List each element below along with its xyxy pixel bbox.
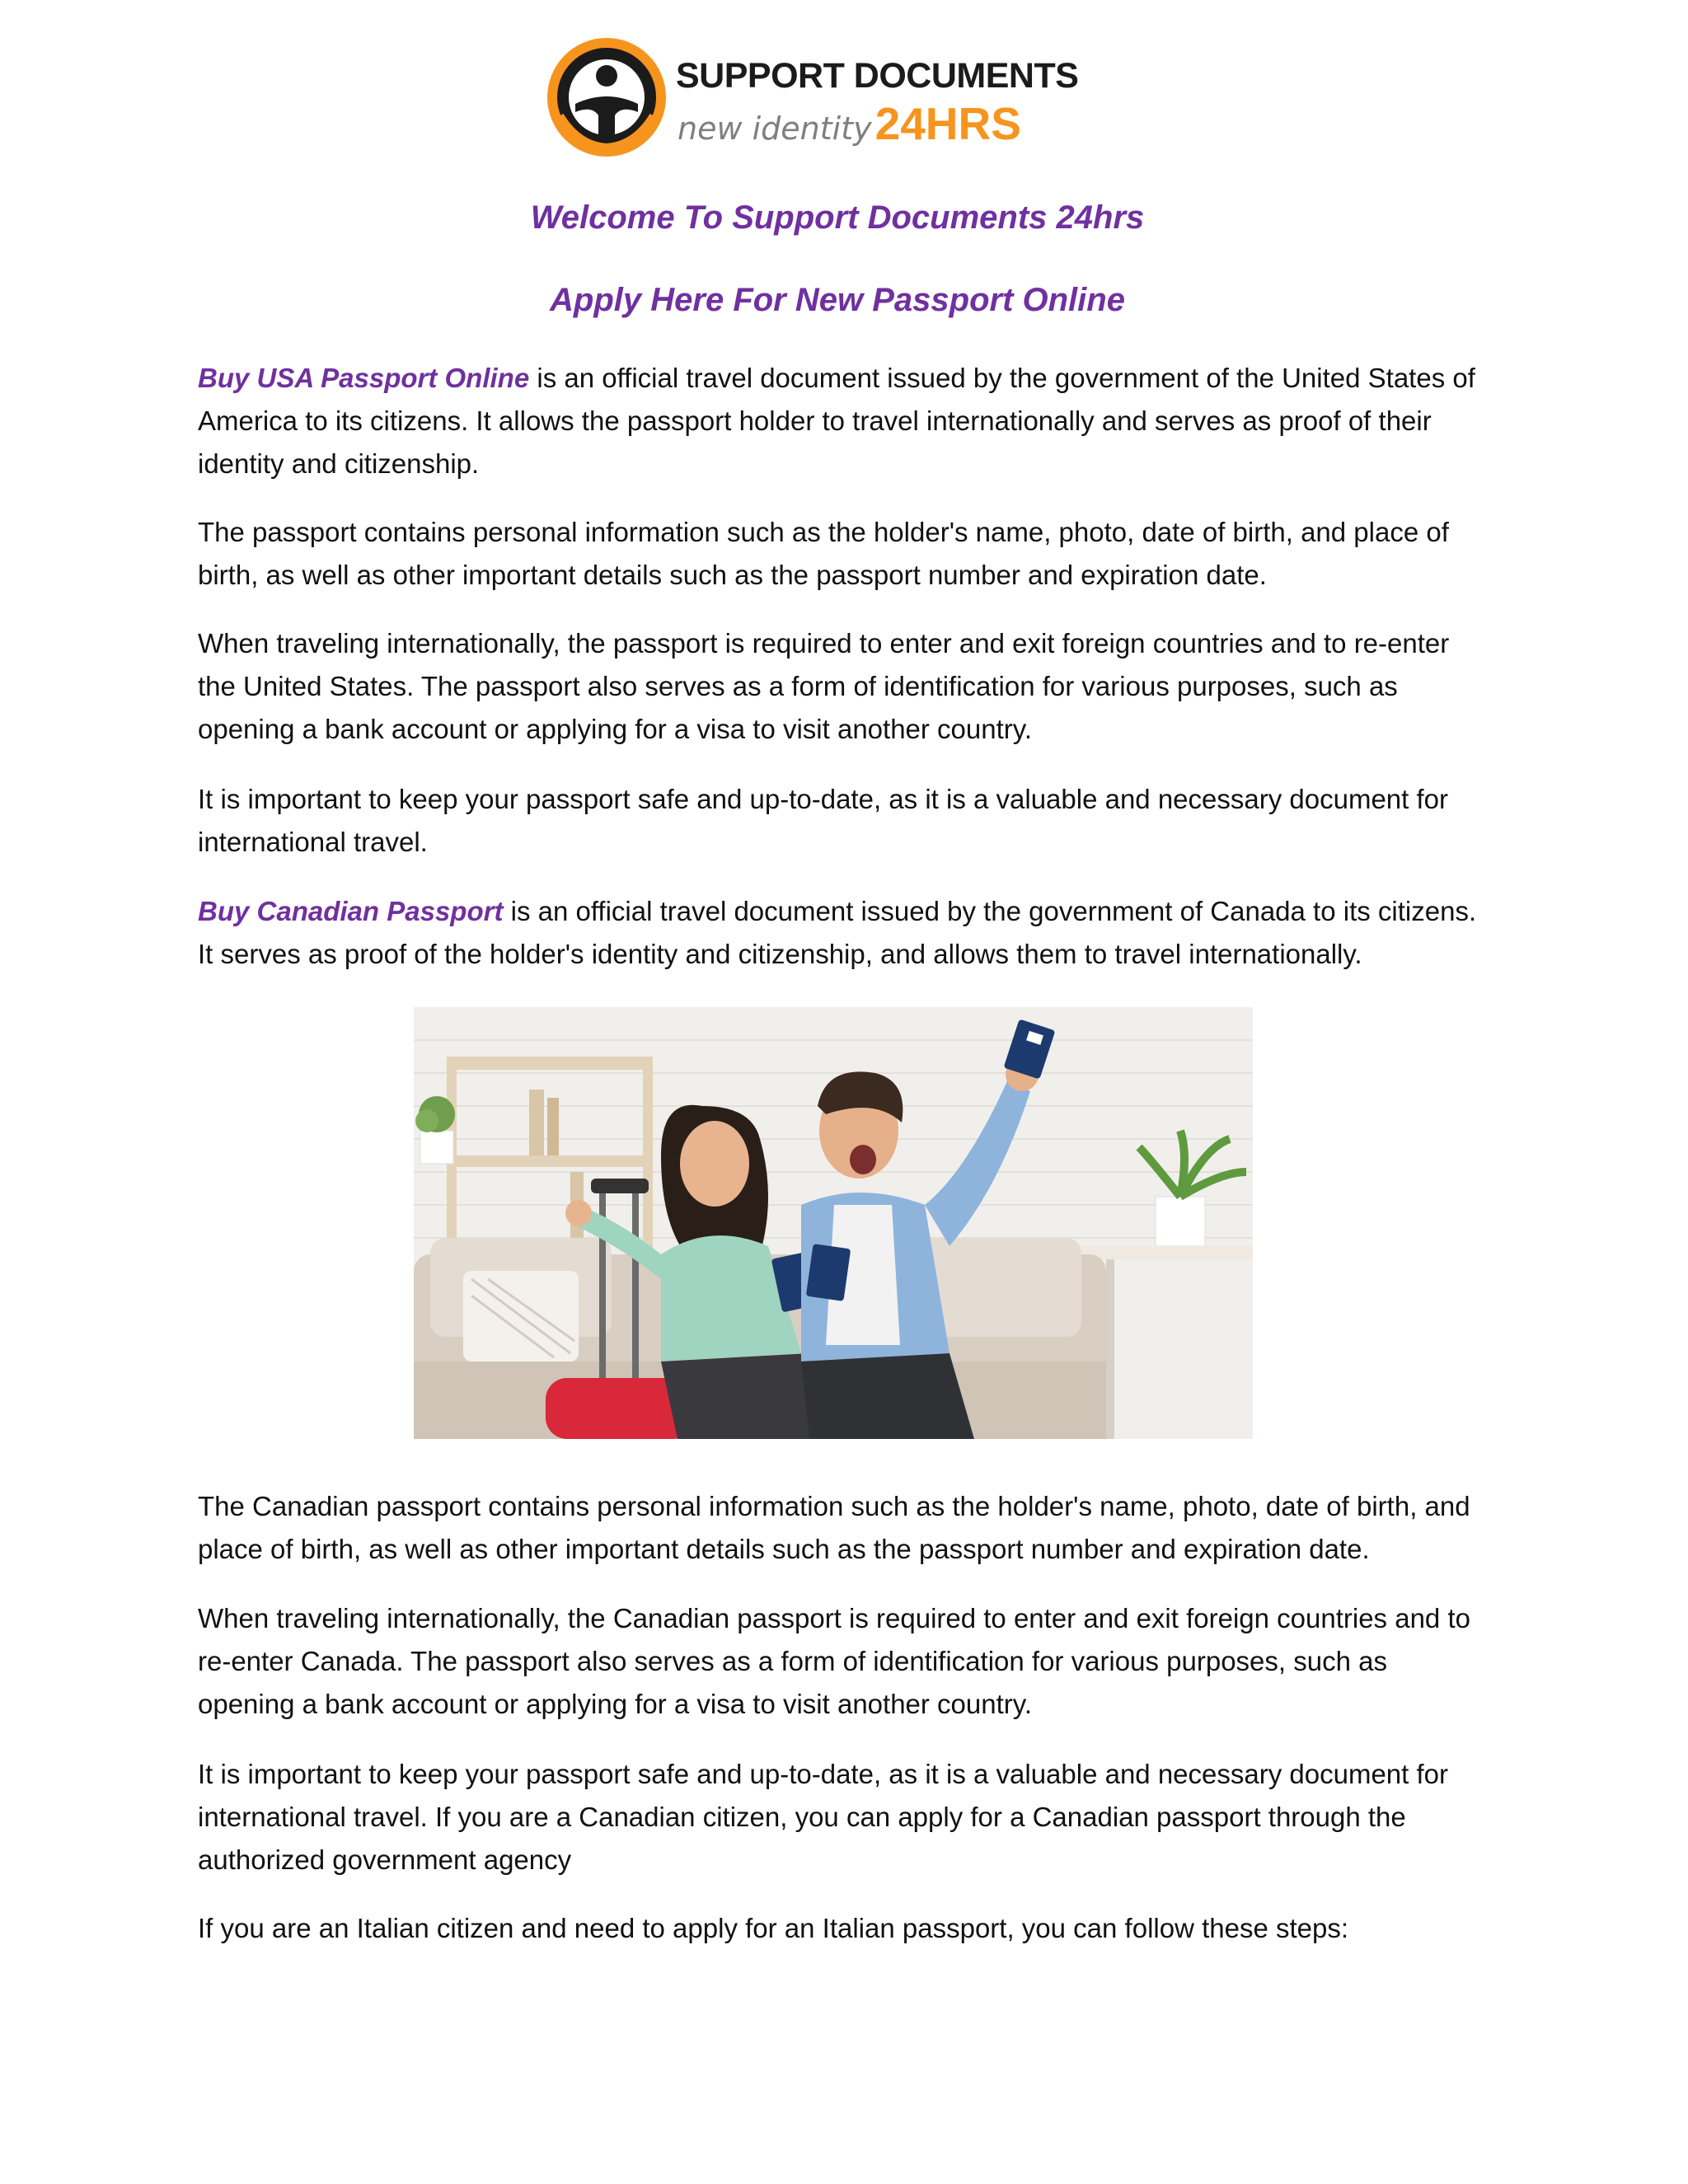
paragraph-canadian-contents: The Canadian passport contains personal information such as the holder's name, photo, date of birth, and place of birth, as well as other important details such as the passport number and expiration date. bbox=[198, 1491, 1470, 1564]
paragraph-passport-contents: The passport contains personal information such as the holder's name, photo, date of birth, and place of birth, as well as other important details such as the passport number and expiration date. bbox=[198, 517, 1449, 590]
logo-tagline-hours: 24HRS bbox=[874, 98, 1021, 149]
couple-with-passports-photo bbox=[414, 1007, 1253, 1439]
brand-logo[interactable] bbox=[546, 36, 1079, 160]
paragraph-canadian-keep-safe: It is important to keep your passport safe and up-to-date, as it is a valuable and necessary document for international travel. If you are a Canadian citizen, you can apply for a Canadian passport through the authorized government agency bbox=[198, 1759, 1449, 1875]
paragraph-canadian-passport bbox=[198, 890, 1484, 976]
paragraph-canadian-travel: When traveling internationally, the Canadian passport is required to enter and exit foreign countries and to re-enter Canada. The passport also serves as a form of identification for various purposes, such as opening a bank account or applying for a visa to visit another country. bbox=[198, 1603, 1470, 1719]
buy-canadian-passport-link[interactable]: Buy Canadian Passport bbox=[198, 896, 504, 926]
steering-wheel-logo-icon bbox=[546, 36, 668, 158]
photo-illustration bbox=[414, 1007, 1253, 1439]
paragraph-usa-passport bbox=[198, 357, 1484, 485]
welcome-heading: Welcome To Support Documents 24hrs bbox=[530, 199, 1145, 236]
logo-tagline bbox=[678, 97, 1021, 150]
apply-heading: Apply Here For New Passport Online bbox=[550, 282, 1125, 318]
paragraph-keep-safe: It is important to keep your passport safe and up-to-date, as it is a valuable and necessary document for international travel. bbox=[198, 784, 1449, 857]
paragraph-international-travel: When traveling internationally, the passport is required to enter and exit foreign countries and to re-enter the United States. The passport also serves as a form of identification for various purposes, such as opening a bank account or applying for a visa to visit another country. bbox=[198, 628, 1450, 744]
paragraph-text: is an official travel document issued by the government of the United States of America to its citizens. It allows the passport holder to travel internationally and serves as proof of their identity and citizenship. bbox=[198, 363, 1475, 479]
paragraph-text: is an official travel document issued by the government of Canada to its citizens. It serves as proof of the holder's identity and citizenship, and allows them to travel internationally. bbox=[198, 896, 1477, 969]
logo-tagline-script: new identity bbox=[678, 110, 872, 147]
paragraph-italian-passport: If you are an Italian citizen and need to apply for an Italian passport, you can follow these steps: bbox=[198, 1913, 1349, 1943]
buy-usa-passport-link[interactable]: Buy USA Passport Online bbox=[198, 363, 530, 393]
logo-title: SUPPORT DOCUMENTS bbox=[676, 56, 1079, 96]
